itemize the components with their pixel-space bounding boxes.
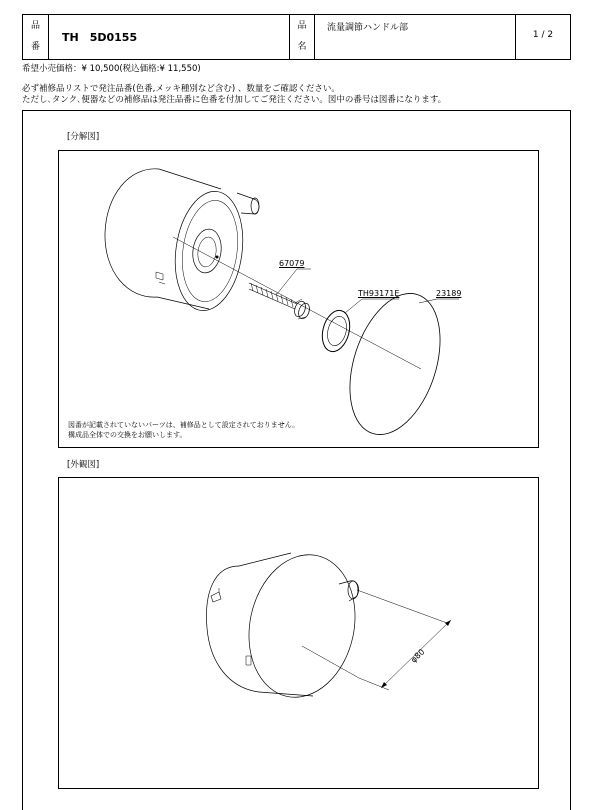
price-line: 希望小売価格：¥ 10,500(税込価格:¥ 11,550) [22,64,201,74]
external-title: [外観図] [67,460,100,470]
exploded-note-2: 構成品全体での交換をお願いします。 [68,431,187,439]
page-number: 1 / 2 [532,30,554,40]
oring-th93171e [318,307,354,354]
screw-67079 [249,283,311,320]
product-code: TH 5D0155 [62,31,138,44]
name-label-bottom: 名 [297,42,307,52]
name-value-cell [315,15,516,59]
code-label-top: 品 [30,21,40,31]
part-label-23189: 23189 [436,289,462,298]
part-label-67079: 67079 [279,259,305,268]
product-name: 流量調節ハンドル部 [327,23,409,33]
external-panel [58,477,539,789]
note-line-2: ただし､タンク､便器などの補修品は発注品番に色番を付加してご発注ください。図中の番号は図番になります。 [22,95,447,105]
code-label-bottom: 番 [30,42,40,52]
exploded-drawing [59,151,538,447]
part-label-th93171e: TH93171E [358,289,400,298]
dimension-label: φ80 [409,647,427,665]
cap-23189 [333,282,456,446]
exploded-panel [58,150,539,448]
code-label-cell [23,15,49,59]
page-cell [516,15,570,59]
exploded-title: [分解図] [67,132,100,142]
note-line-1: 必ず補修品リストで発注品番(色番,メッキ種別など含む) 、数量をご確認ください。 [22,84,340,94]
name-label-top: 品 [297,21,307,31]
header-table [22,14,571,60]
code-value-cell [49,15,290,59]
external-drawing [59,478,538,788]
exploded-note-1: 図番が記載されていないパーツは、補修品として設定されておりません。 [68,421,300,429]
name-label-cell [290,15,315,59]
